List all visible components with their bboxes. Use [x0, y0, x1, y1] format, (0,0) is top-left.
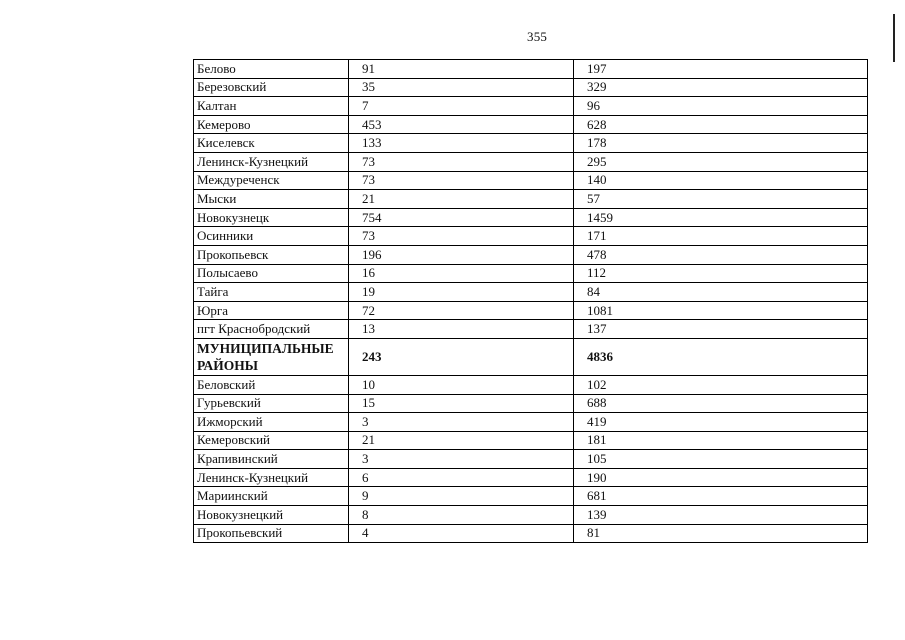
cell-value-2: 137 — [574, 320, 868, 339]
cell-value-1: 196 — [349, 245, 574, 264]
cell-name: Беловский — [194, 375, 349, 394]
cell-name: Тайга — [194, 283, 349, 302]
cell-name: Прокопьевский — [194, 524, 349, 543]
table-row — [194, 283, 868, 302]
cell-value-1: 73 — [349, 152, 574, 171]
cell-value-1: 3 — [349, 450, 574, 469]
cell-value-2: 140 — [574, 171, 868, 190]
table-row — [194, 301, 868, 320]
table-row — [194, 60, 868, 79]
cell-value-2: 628 — [574, 115, 868, 134]
table-row — [194, 450, 868, 469]
cell-value-2: 419 — [574, 413, 868, 432]
table-row — [194, 227, 868, 246]
cell-value-1: 16 — [349, 264, 574, 283]
table-row — [194, 394, 868, 413]
cell-value-1: 21 — [349, 431, 574, 450]
scan-edge-line — [893, 14, 895, 62]
cell-value-1: 72 — [349, 301, 574, 320]
table-row — [194, 78, 868, 97]
cell-value-1: 133 — [349, 134, 574, 153]
table-row — [194, 97, 868, 116]
table-row — [194, 320, 868, 339]
cell-value-2: 84 — [574, 283, 868, 302]
cell-value-2: 1081 — [574, 301, 868, 320]
section-title: МУНИЦИПАЛЬНЫЕ РАЙОНЫ — [194, 338, 349, 375]
cell-value-1: 8 — [349, 506, 574, 525]
table-row — [194, 115, 868, 134]
cell-value-1: 21 — [349, 190, 574, 209]
table-row — [194, 190, 868, 209]
cell-value-2: 197 — [574, 60, 868, 79]
cell-name: Крапивинский — [194, 450, 349, 469]
cell-name: Гурьевский — [194, 394, 349, 413]
cell-value-2: 181 — [574, 431, 868, 450]
cell-value-1: 10 — [349, 375, 574, 394]
table-row — [194, 152, 868, 171]
cell-name: Прокопьевск — [194, 245, 349, 264]
cell-value-1: 3 — [349, 413, 574, 432]
cell-name: Белово — [194, 60, 349, 79]
table-row — [194, 245, 868, 264]
cell-name: Мариинский — [194, 487, 349, 506]
cell-name: Кемерово — [194, 115, 349, 134]
table-row — [194, 171, 868, 190]
cell-value-1: 7 — [349, 97, 574, 116]
cell-name: Ижморский — [194, 413, 349, 432]
table-row — [194, 431, 868, 450]
cell-name: Киселевск — [194, 134, 349, 153]
cell-value-2: 105 — [574, 450, 868, 469]
cell-name: Новокузнецкий — [194, 506, 349, 525]
cell-value-2: 171 — [574, 227, 868, 246]
cell-name: Осинники — [194, 227, 349, 246]
cell-name: Новокузнецк — [194, 208, 349, 227]
cell-value-2: 102 — [574, 375, 868, 394]
table-row — [194, 375, 868, 394]
cell-value-1: 73 — [349, 171, 574, 190]
cell-name: Кемеровский — [194, 431, 349, 450]
section-header-row — [194, 338, 868, 375]
table-row — [194, 208, 868, 227]
cell-value-1: 13 — [349, 320, 574, 339]
cell-value-2: 178 — [574, 134, 868, 153]
cell-name: Мыски — [194, 190, 349, 209]
cell-name: Междуреченск — [194, 171, 349, 190]
cell-name: пгт Краснобродский — [194, 320, 349, 339]
table-row — [194, 487, 868, 506]
cell-name: Березовский — [194, 78, 349, 97]
cell-value-1: 19 — [349, 283, 574, 302]
table-row — [194, 134, 868, 153]
cell-value-2: 478 — [574, 245, 868, 264]
table-row — [194, 506, 868, 525]
cell-name: Ленинск-Кузнецкий — [194, 468, 349, 487]
page-number: 355 — [527, 29, 548, 44]
table-row — [194, 524, 868, 543]
cell-value-1: 15 — [349, 394, 574, 413]
cell-value-1: 91 — [349, 60, 574, 79]
cell-value-1: 9 — [349, 487, 574, 506]
cell-value-1: 73 — [349, 227, 574, 246]
cell-value-2: 57 — [574, 190, 868, 209]
statistics-table — [193, 59, 868, 543]
table-row — [194, 468, 868, 487]
cell-value-1: 6 — [349, 468, 574, 487]
cell-value-1: 453 — [349, 115, 574, 134]
cell-value-2: 112 — [574, 264, 868, 283]
cell-value-1: 754 — [349, 208, 574, 227]
table-row — [194, 264, 868, 283]
cell-value-2: 688 — [574, 394, 868, 413]
cell-value-2: 681 — [574, 487, 868, 506]
cell-value-1: 35 — [349, 78, 574, 97]
cell-value-2: 1459 — [574, 208, 868, 227]
cell-value-2: 96 — [574, 97, 868, 116]
cell-value-1: 4 — [349, 524, 574, 543]
table-body — [194, 60, 868, 543]
cell-name: Юрга — [194, 301, 349, 320]
cell-value-2: 295 — [574, 152, 868, 171]
cell-name: Полысаево — [194, 264, 349, 283]
cell-name: Калтан — [194, 97, 349, 116]
section-value-2: 4836 — [574, 338, 868, 375]
cell-value-2: 81 — [574, 524, 868, 543]
cell-value-2: 329 — [574, 78, 868, 97]
table-row — [194, 413, 868, 432]
section-value-1: 243 — [349, 338, 574, 375]
cell-value-2: 139 — [574, 506, 868, 525]
cell-value-2: 190 — [574, 468, 868, 487]
cell-name: Ленинск-Кузнецкий — [194, 152, 349, 171]
